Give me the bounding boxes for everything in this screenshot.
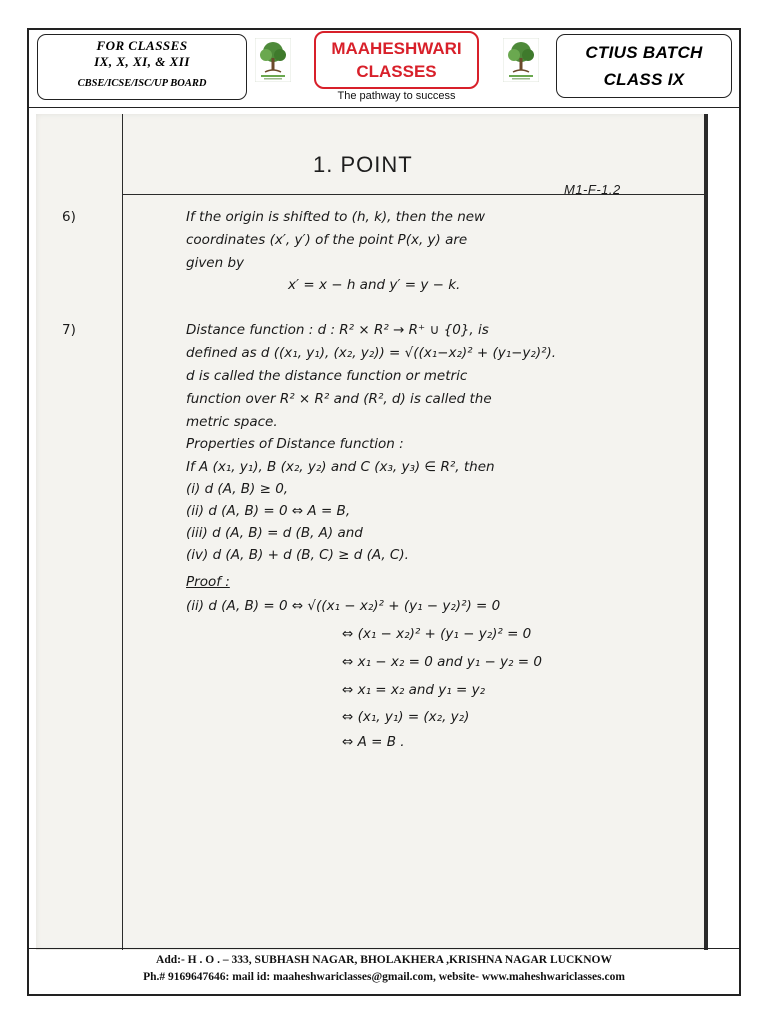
- text-line: d is called the distance function or metric: [186, 368, 468, 384]
- text-line: given by: [186, 255, 245, 271]
- text-line: function over R² × R² and (R², d) is called the: [186, 391, 492, 407]
- classes-line: FOR CLASSES: [96, 38, 188, 53]
- text-line: If A (x₁, y₁), B (x₂, y₂) and C (x₃, y₃) ∈ R², then: [186, 459, 495, 475]
- contact-line: Ph.# 9169647646: mail id: maaheshwariclasses@gmail.com, website- www.maheshwariclasses.com: [143, 971, 625, 983]
- brand-subname: CLASSES: [356, 62, 437, 81]
- proof-line: ⇔ x₁ = x₂ and y₁ = y₂: [342, 682, 485, 698]
- subheading: Properties of Distance function :: [186, 436, 404, 452]
- property-line: (ii) d (A, B) = 0 ⇔ A = B,: [186, 503, 351, 519]
- property-line: (i) d (A, B) ≥ 0,: [186, 481, 289, 497]
- text-line: coordinates (x′, y′) of the point P(x, y) are: [186, 232, 468, 248]
- classes-box: [37, 34, 247, 100]
- property-line: (iii) d (A, B) = d (B, A) and: [186, 525, 363, 541]
- class-name: CLASS IX: [603, 70, 685, 89]
- proof-label: Proof :: [186, 574, 230, 590]
- header-divider: [27, 107, 741, 108]
- proof-line: (ii) d (A, B) = 0 ⇔ √((x₁ − x₂)² + (y₁ − y₂)²) = 0: [186, 598, 501, 614]
- notes-page: [36, 114, 708, 950]
- formula-line: x′ = x − h and y′ = y − k.: [288, 277, 461, 293]
- text-line: metric space.: [186, 414, 278, 430]
- batch-name: CTIUS BATCH: [585, 43, 703, 62]
- tree-logo-icon: [255, 38, 291, 82]
- page-code: M1-F-1.2: [564, 182, 621, 197]
- brand-box: [314, 31, 479, 89]
- text-line: Distance function : d : R² × R² → R⁺ ∪ {0}, is: [186, 322, 489, 338]
- batch-box: [556, 34, 732, 98]
- brand-name: MAAHESHWARI: [331, 39, 462, 58]
- boards-line: CBSE/ICSE/ISC/UP BOARD: [77, 78, 207, 89]
- tree-logo-icon: [503, 38, 539, 82]
- proof-line: ⇔ (x₁ − x₂)² + (y₁ − y₂)² = 0: [342, 626, 532, 642]
- margin-line: [122, 114, 123, 950]
- text-line: defined as d ((x₁, y₁), (x₂, y₂)) = √((x₁−x₂)² + (y₁−y₂)²).: [186, 345, 557, 361]
- header: [27, 28, 741, 108]
- classes-list: IX, X, XI, & XII: [94, 54, 190, 69]
- page-title: 1. POINT: [313, 152, 413, 177]
- proof-line: ⇔ x₁ − x₂ = 0 and y₁ − y₂ = 0: [342, 654, 542, 670]
- tagline: The pathway to success: [337, 90, 456, 102]
- section-number: 7): [62, 322, 76, 338]
- paper-edge: [704, 114, 708, 950]
- proof-line: ⇔ (x₁, y₁) = (x₂, y₂): [342, 709, 470, 725]
- footer: [27, 952, 741, 986]
- text-line: If the origin is shifted to (h, k), then the new: [186, 209, 486, 225]
- proof-line: ⇔ A = B .: [342, 734, 405, 750]
- address-line: Add:- H . O . – 333, SUBHASH NAGAR, BHOLAKHERA ,KRISHNA NAGAR LUCKNOW: [156, 954, 612, 966]
- section-number: 6): [62, 209, 76, 225]
- footer-divider: [27, 948, 741, 949]
- property-line: (iv) d (A, B) + d (B, C) ≥ d (A, C).: [186, 547, 409, 563]
